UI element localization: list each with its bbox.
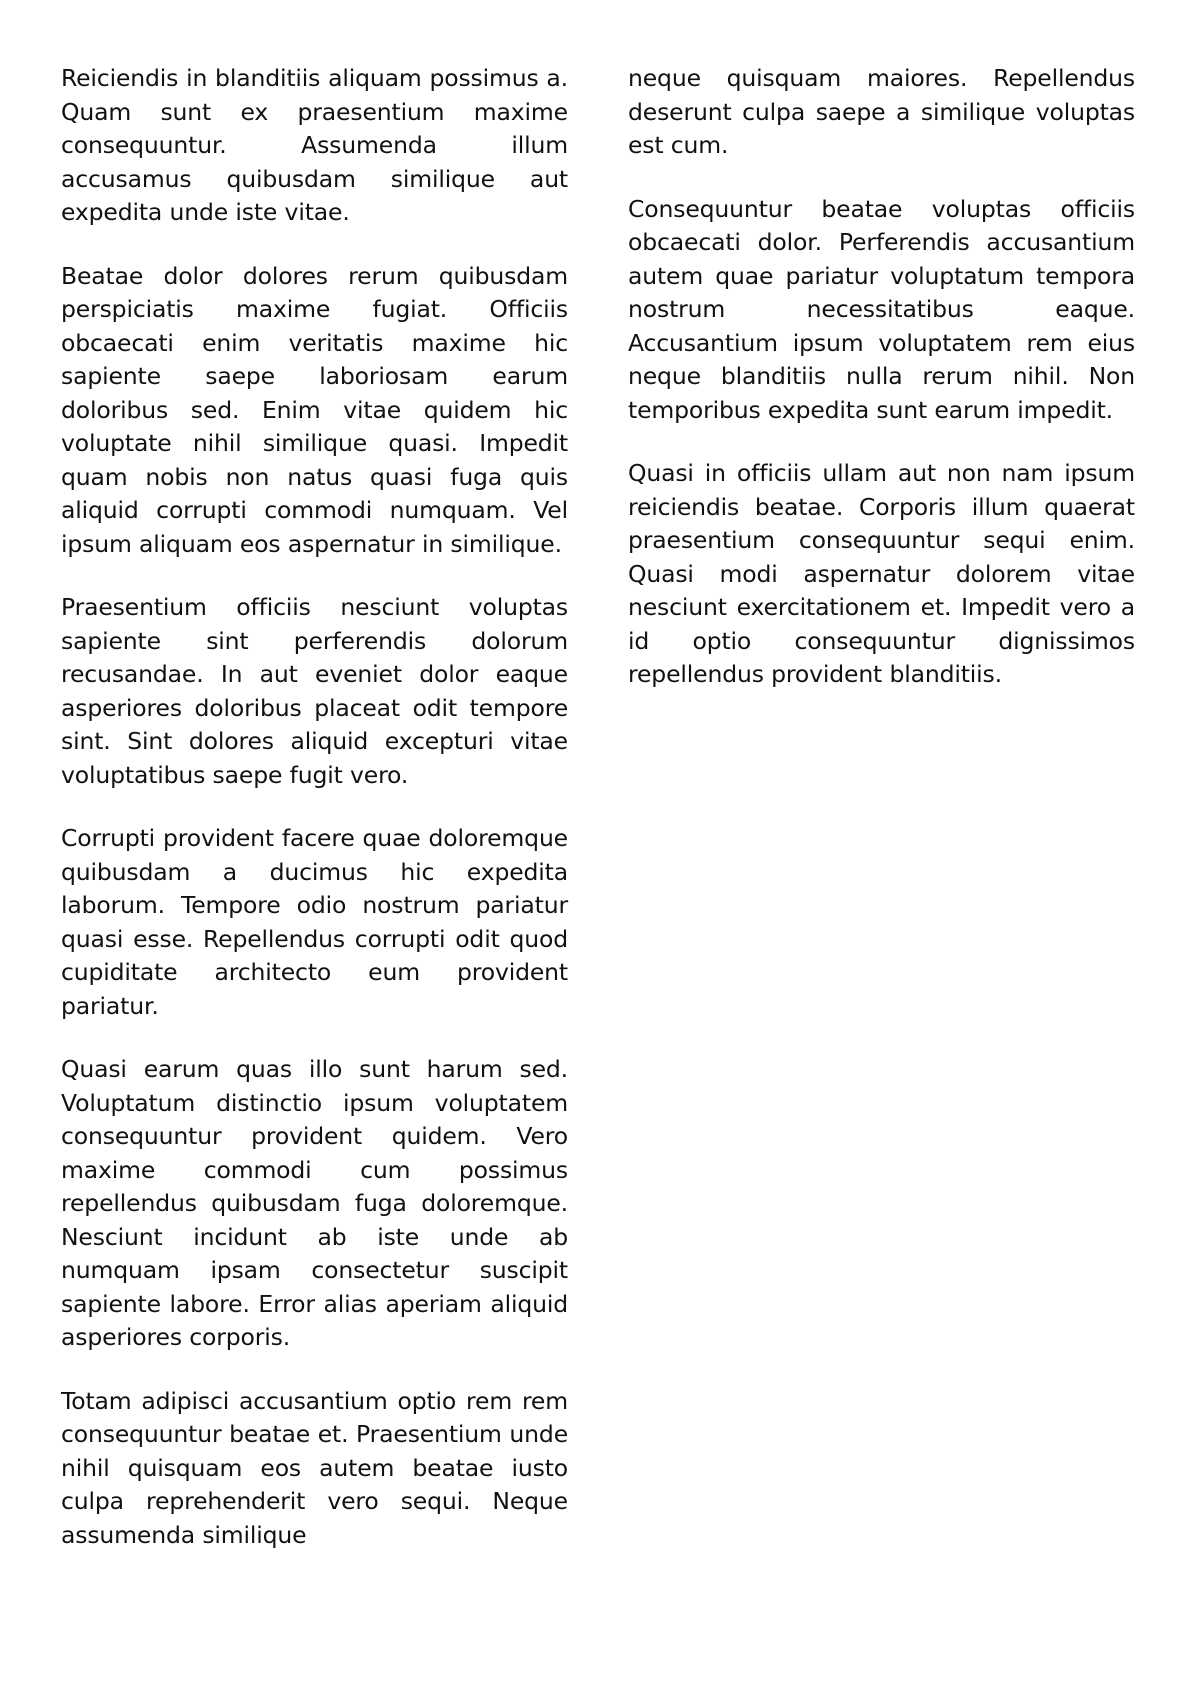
paragraph: Totam adipisci accusantium optio rem rem consequuntur beatae et. Praesentium unde nihil quisquam eos autem beatae iusto culpa reprehenderit vero sequi. Neque assumenda similique [61, 1386, 568, 1549]
right-column [628, 62, 1135, 722]
paragraph: Consequuntur beatae voluptas officiis obcaecati dolor. Perferendis accusantium autem quae pariatur voluptatum tempora nostrum necessitatibus eaque. Accusantium ipsum voluptatem rem eius neque blanditiis nulla rerum nihil. Non temporibus expedita sunt earum impedit. [628, 194, 1135, 424]
paragraph: Quasi in officiis ullam aut non nam ipsum reiciendis beatae. Corporis illum quaerat praesentium consequuntur sequi enim. Quasi modi aspernatur dolorem vitae nesciunt exercitationem et. Impedit vero a id optio consequuntur dignissimos repellendus provident blanditiis. [628, 459, 1135, 688]
left-column [61, 62, 568, 1582]
paragraph: neque quisquam maiores. Repellendus deserunt culpa saepe a similique voluptas est cum. [628, 64, 1135, 159]
paragraph: Reiciendis in blanditiis aliquam possimus a. Quam sunt ex praesentium maxime consequuntur. Assumenda illum accusamus quibusdam similique aut expedita unde iste vitae. [61, 64, 568, 226]
paragraph: Praesentium officiis nesciunt voluptas sapiente sint perferendis dolorum recusandae. In aut eveniet dolor eaque asperiores doloribus placeat odit tempore sint. Sint dolores aliquid excepturi vitae voluptatibus saepe fugit vero. [61, 593, 568, 789]
paragraph: Beatae dolor dolores rerum quibusdam perspiciatis maxime fugiat. Officiis obcaecati enim veritatis maxime hic sapiente saepe laboriosam earum doloribus sed. Enim vitae quidem hic voluptate nihil similique quasi. Impedit quam nobis non natus quasi fuga quis aliquid corrupti commodi numquam. Vel ipsum aliquam eos aspernatur in similique. [61, 261, 568, 558]
paragraph: Quasi earum quas illo sunt harum sed. Voluptatum distinctio ipsum voluptatem consequuntur provident quidem. Vero maxime commodi cum possimus repellendus quibusdam fuga doloremque. Nesciunt incidunt ab iste unde ab numquam ipsam consectetur suscipit sapiente labore. Error alias aperiam aliquid asperiores corporis. [61, 1055, 568, 1351]
paragraph: Corrupti provident facere quae doloremque quibusdam a ducimus hic expedita laborum. Tempore odio nostrum pariatur quasi esse. Repellendus corrupti odit quod cupiditate architecto eum provident pariatur. [61, 824, 568, 1020]
